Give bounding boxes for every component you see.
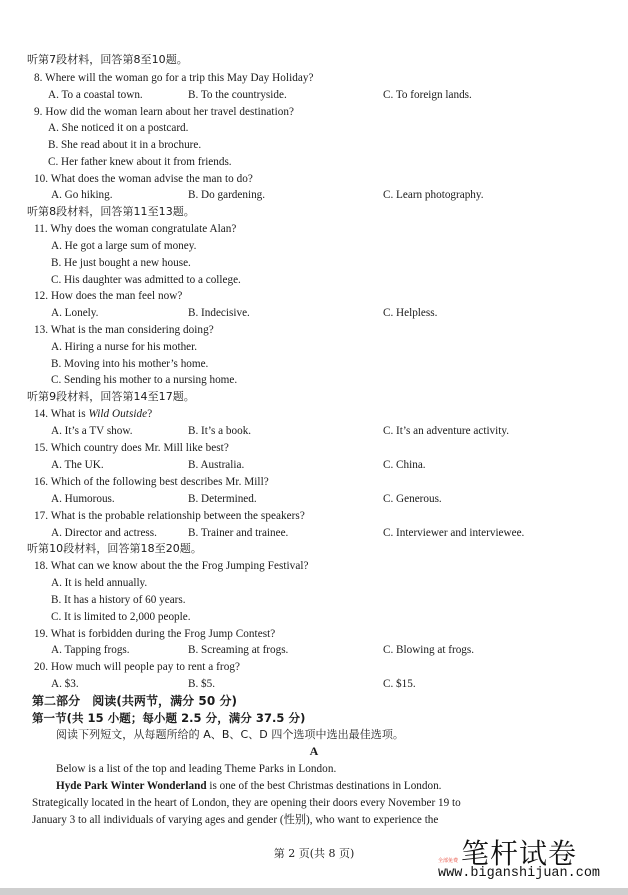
option-b: B. $5.: [188, 678, 216, 690]
option-a: A. Hiring a nurse for his mother.: [51, 341, 198, 353]
part-title: 第二部分 阅读(共两节，满分 50 分): [32, 694, 238, 708]
option-a: A. Lonely.: [51, 307, 99, 319]
option-c: C. China.: [383, 459, 426, 471]
question-stem: 17. What is the probable relationship between the speakers?: [34, 510, 305, 522]
watermark-url: www.biganshijuan.com: [438, 866, 601, 881]
option-b: B. She read about it in a brochure.: [48, 139, 202, 151]
option-a: A. Director and actress.: [51, 527, 157, 539]
option-a: A. She noticed it on a postcard.: [48, 122, 189, 134]
stem-prefix: 14. What is: [34, 408, 89, 420]
stem-suffix: ?: [147, 408, 153, 420]
option-a: A. Go hiking.: [51, 189, 113, 201]
option-b: B. Indecisive.: [188, 307, 250, 319]
question-stem: 18. What can we know about the the Frog Jumping Festival?: [34, 560, 309, 572]
option-a: A. He got a large sum of money.: [51, 240, 197, 252]
section-header: 听第7段材料，回答第8至10题。: [27, 53, 188, 66]
question-stem: 9. How did the woman learn about her travel destination?: [34, 106, 295, 118]
question-stem: 19. What is forbidden during the Frog Jump Contest?: [34, 628, 276, 640]
option-a: A. To a coastal town.: [48, 89, 143, 101]
passage-intro: Below is a list of the top and leading Theme Parks in London.: [56, 763, 337, 775]
question-stem: 10. What does the woman advise the man to do?: [34, 173, 253, 185]
question-stem: 12. How does the man feel now?: [34, 290, 183, 302]
option-c: C. Generous.: [383, 493, 442, 505]
option-b: B. Determined.: [188, 493, 257, 505]
section-header: 听第9段材料，回答第14至17题。: [27, 390, 195, 403]
option-c: C. Her father knew about it from friends.: [48, 156, 232, 168]
question-stem: 8. Where will the woman go for a trip this May Day Holiday?: [34, 72, 314, 84]
option-c: C. Learn photography.: [383, 189, 484, 201]
passage-line-1: [56, 778, 596, 795]
option-b: B. To the countryside.: [188, 89, 287, 101]
watermark-tag: 全部免费: [438, 858, 459, 864]
page-number: 第 2 页(共 8 页): [273, 847, 355, 860]
option-c: C. To foreign lands.: [383, 89, 472, 101]
option-a: A. $3.: [51, 678, 79, 690]
question-stem: 13. What is the man considering doing?: [34, 324, 214, 336]
question-stem: 11. Why does the woman congratulate Alan?: [34, 223, 237, 235]
passage-line-2: Strategically located in the heart of London, they are opening their doors every November 19 to: [32, 797, 461, 809]
option-c: C. His daughter was admitted to a college.: [51, 274, 241, 286]
option-b: B. Moving into his mother’s home.: [51, 358, 209, 370]
option-c: C. It is limited to 2,000 people.: [51, 611, 191, 623]
option-a: A. The UK.: [51, 459, 104, 471]
option-c: C. It’s an adventure activity.: [383, 425, 510, 437]
option-b: B. Do gardening.: [188, 189, 266, 201]
section-title: 第一节(共 15 小题；每小题 2.5 分，满分 37.5 分): [32, 711, 306, 725]
passage-text: is one of the best Christmas destinations in London.: [206, 780, 442, 792]
option-b: B. It has a history of 60 years.: [51, 594, 186, 606]
passage-label: A: [309, 744, 319, 758]
passage-line-3: January 3 to all individuals of varying ages and gender (性别), who want to experience the: [32, 814, 439, 826]
option-c: C. $15.: [383, 678, 416, 690]
option-b: B. Trainer and trainee.: [188, 527, 289, 539]
option-b: B. Screaming at frogs.: [188, 644, 289, 656]
option-a: A. Tapping frogs.: [51, 644, 130, 656]
section-header: 听第8段材料，回答第11至13题。: [27, 205, 195, 218]
option-a: A. Humorous.: [51, 493, 115, 505]
option-c: C. Sending his mother to a nursing home.: [51, 374, 238, 386]
stem-title: Wild Outside: [88, 408, 148, 420]
option-a: A. It is held annually.: [51, 577, 148, 589]
option-c: C. Blowing at frogs.: [383, 644, 475, 656]
section-header: 听第10段材料，回答第18至20题。: [27, 542, 202, 555]
option-a: A. It’s a TV show.: [51, 425, 133, 437]
question-stem: 16. Which of the following best describes Mr. Mill?: [34, 476, 269, 488]
question-stem: 20. How much will people pay to rent a frog?: [34, 661, 241, 673]
option-c: C. Helpless.: [383, 307, 438, 319]
instruction-text: 阅读下列短文，从每题所给的 A、B、C、D 四个选项中选出最佳选项。: [56, 728, 404, 741]
watermark-logo-text: 笔杆试卷: [461, 837, 578, 870]
question-stem: [34, 406, 152, 422]
option-b: B. It’s a book.: [188, 425, 252, 437]
bottom-divider: [0, 888, 628, 895]
option-b: B. He just bought a new house.: [51, 257, 191, 269]
option-b: B. Australia.: [188, 459, 245, 471]
option-c: C. Interviewer and interviewee.: [383, 527, 525, 539]
park-name: Hyde Park Winter Wonderland: [56, 780, 207, 792]
question-stem: 15. Which country does Mr. Mill like best?: [34, 442, 229, 454]
